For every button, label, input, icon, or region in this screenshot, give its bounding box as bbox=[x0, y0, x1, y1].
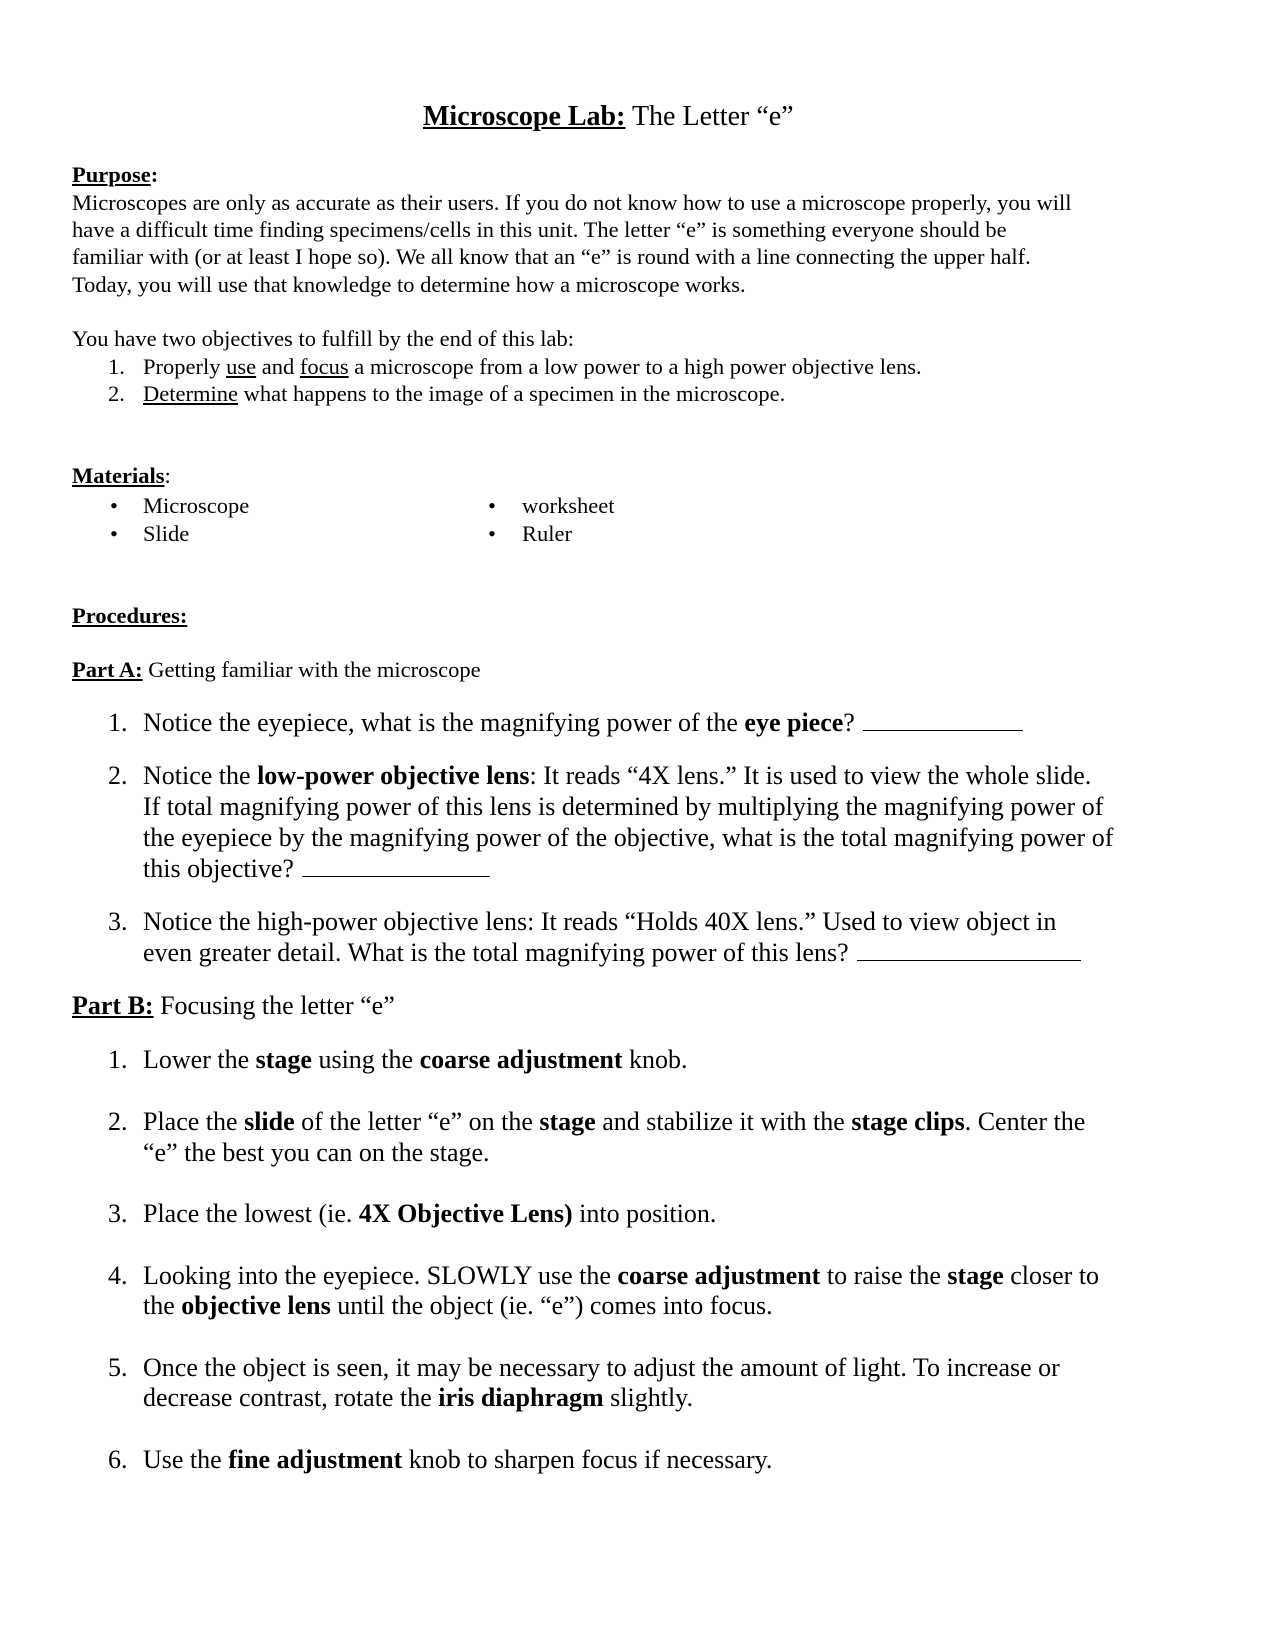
purpose-line: familiar with (or at least I hope so). We all know that an “e” is round with a line connecting the upper half. bbox=[72, 244, 1031, 269]
step-5-line: Once the object is seen, it may be necessary to adjust the amount of light. To increase or bbox=[143, 1353, 1060, 1382]
step-number: 1. bbox=[108, 1045, 128, 1074]
purpose-heading: Purpose: bbox=[72, 162, 159, 187]
question-number: 3. bbox=[108, 907, 128, 936]
bullet-icon: • bbox=[110, 493, 118, 518]
material-item: Microscope bbox=[143, 493, 250, 518]
objectives-intro: You have two objectives to fulfill by the end of this lab: bbox=[72, 326, 575, 351]
objective-item: Properly use and focus a microscope from a low power to a high power objective lens. bbox=[143, 354, 922, 379]
question-3-line: even greater detail. What is the total magnifying power of this lens? bbox=[143, 938, 1081, 968]
answer-blank[interactable] bbox=[857, 959, 1081, 961]
step-5-line: decrease contrast, rotate the iris diaphragm slightly. bbox=[143, 1383, 693, 1412]
title-main: Microscope Lab: bbox=[423, 101, 626, 132]
materials-heading: Materials: bbox=[72, 463, 171, 488]
step-4-line: the objective lens until the object (ie. “e”) comes into focus. bbox=[143, 1291, 773, 1320]
step-number: 4. bbox=[108, 1261, 128, 1290]
bullet-icon: • bbox=[488, 493, 496, 518]
step-2-line: “e” the best you can on the stage. bbox=[143, 1138, 490, 1167]
part-b-heading: Part B: Focusing the letter “e” bbox=[72, 991, 395, 1020]
material-item: Ruler bbox=[522, 521, 572, 546]
question-number: 2. bbox=[108, 761, 128, 790]
step-2-line: Place the slide of the letter “e” on the stage and stabilize it with the stage clips. Center the bbox=[143, 1107, 1086, 1136]
material-item: worksheet bbox=[522, 493, 615, 518]
material-item: Slide bbox=[143, 521, 190, 546]
question-2-line: If total magnifying power of this lens is determined by multiplying the magnifying power of bbox=[143, 792, 1104, 821]
answer-blank[interactable] bbox=[863, 729, 1023, 731]
step-number: 2. bbox=[108, 1107, 128, 1136]
purpose-line: Microscopes are only as accurate as their users. If you do not know how to use a microscope properly, you will bbox=[72, 190, 1072, 215]
objective-number: 2. bbox=[108, 381, 125, 406]
title-rest: The Letter “e” bbox=[625, 101, 794, 132]
page-title bbox=[423, 101, 794, 133]
step-number: 3. bbox=[108, 1199, 128, 1228]
question-2-line: this objective? bbox=[143, 854, 490, 884]
step-number: 5. bbox=[108, 1353, 128, 1382]
question-1: Notice the eyepiece, what is the magnifying power of the eye piece? bbox=[143, 708, 1023, 738]
answer-blank[interactable] bbox=[302, 875, 490, 877]
step-1: Lower the stage using the coarse adjustment knob. bbox=[143, 1045, 688, 1074]
bullet-icon: • bbox=[488, 521, 496, 546]
question-3-line: Notice the high-power objective lens: It reads “Holds 40X lens.” Used to view object in bbox=[143, 907, 1057, 936]
step-3: Place the lowest (ie. 4X Objective Lens) into position. bbox=[143, 1199, 717, 1228]
question-2-line: Notice the low-power objective lens: It reads “4X lens.” It is used to view the whole slide. bbox=[143, 761, 1092, 790]
step-number: 6. bbox=[108, 1445, 128, 1474]
question-number: 1. bbox=[108, 708, 128, 737]
procedures-heading: Procedures: bbox=[72, 603, 188, 628]
step-6: Use the fine adjustment knob to sharpen focus if necessary. bbox=[143, 1445, 773, 1474]
question-2-line: the eyepiece by the magnifying power of the objective, what is the total magnifying power of bbox=[143, 823, 1114, 852]
bullet-icon: • bbox=[110, 521, 118, 546]
objective-item: Determine what happens to the image of a specimen in the microscope. bbox=[143, 381, 786, 406]
purpose-line: Today, you will use that knowledge to determine how a microscope works. bbox=[72, 272, 746, 297]
part-a-heading: Part A: Getting familiar with the microscope bbox=[72, 657, 481, 682]
purpose-line: have a difficult time finding specimens/cells in this unit. The letter “e” is something everyone should be bbox=[72, 217, 1007, 242]
objective-number: 1. bbox=[108, 354, 125, 379]
step-4-line: Looking into the eyepiece. SLOWLY use the coarse adjustment to raise the stage closer to bbox=[143, 1261, 1100, 1290]
